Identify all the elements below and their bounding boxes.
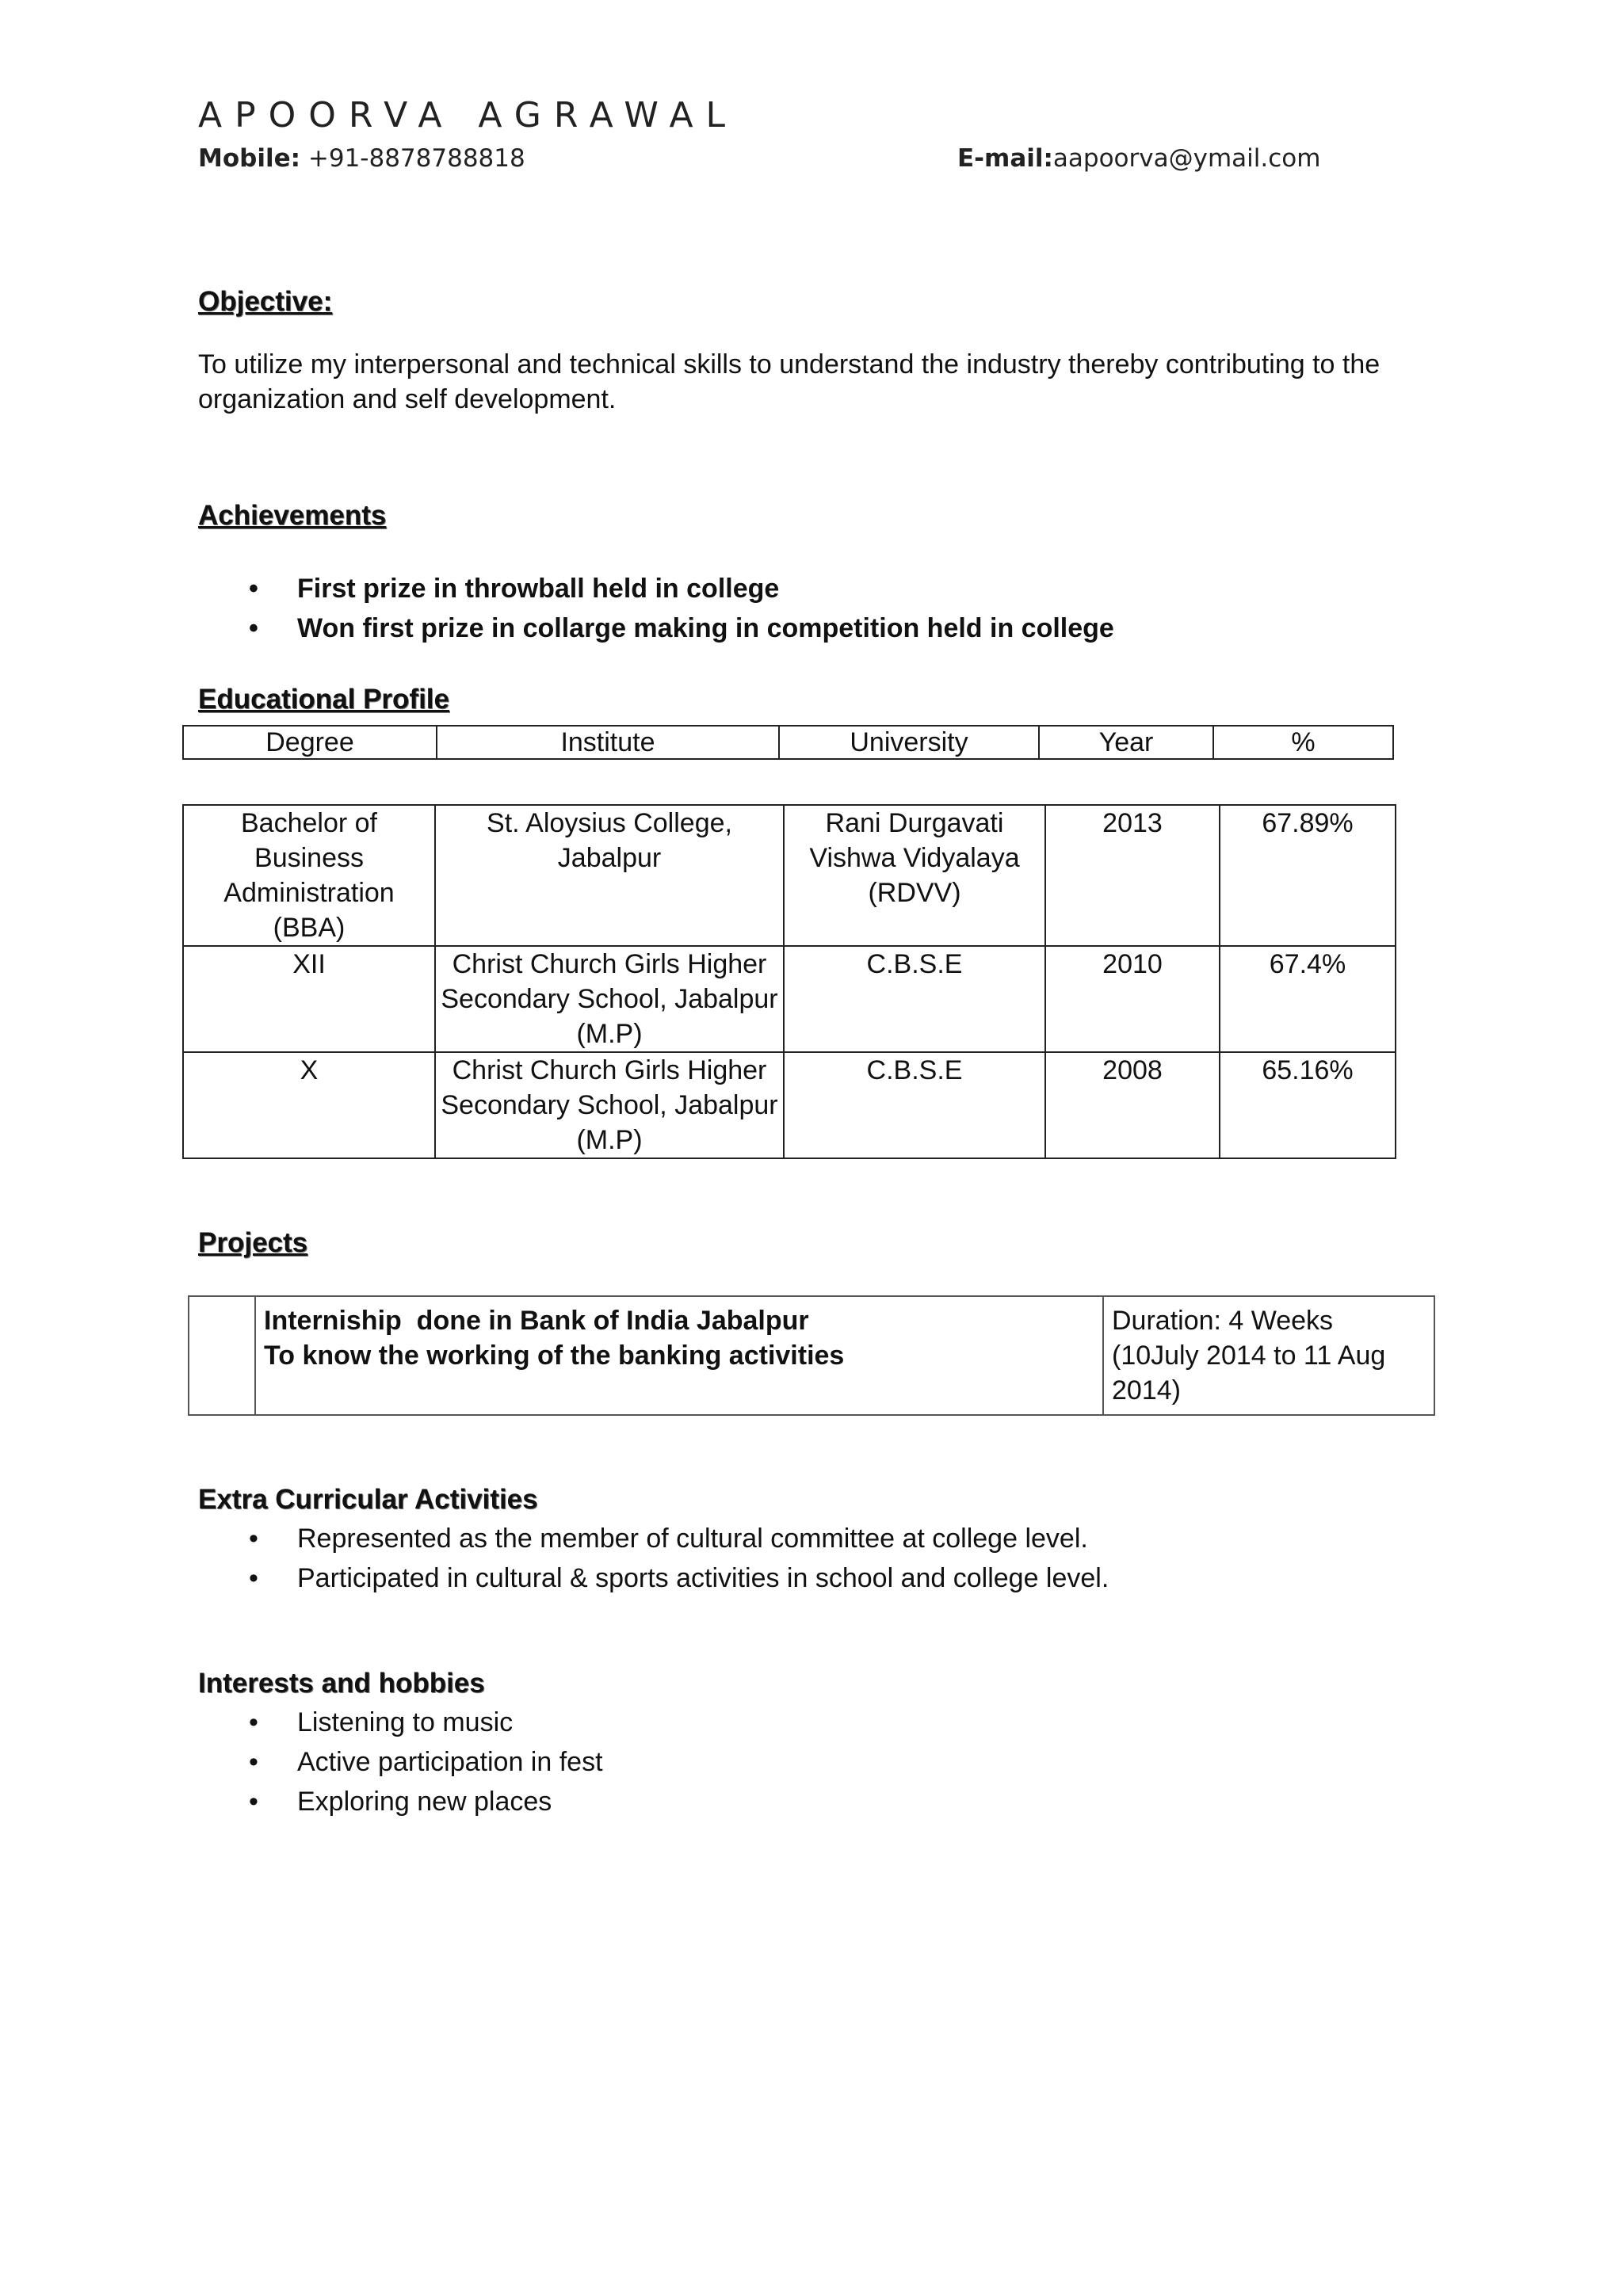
percent-cell: 67.4% (1220, 946, 1396, 1052)
column-header-institute: Institute (437, 726, 779, 759)
education-table (182, 804, 1396, 1159)
project-purpose: To know the working of the banking activities (264, 1341, 845, 1371)
mobile-line (198, 144, 525, 173)
university-cell: C.B.S.E (784, 1052, 1045, 1158)
projects-table (188, 1295, 1435, 1416)
email-value: aapoorva@ymail.com (1052, 144, 1321, 173)
extra-curricular-list (198, 1519, 1109, 1598)
table-row (189, 1296, 1434, 1415)
year-cell: 2008 (1045, 1052, 1220, 1158)
university-cell: Rani Durgavati Vishwa Vidyalaya (RDVV) (784, 805, 1045, 946)
education-heading: Educational Profile (198, 684, 449, 715)
extra-curricular-heading: Extra Curricular Activities (198, 1484, 538, 1515)
list-item: • Active participation in fest (198, 1742, 603, 1782)
column-header-degree: Degree (183, 726, 437, 759)
degree-cell: Bachelor of Business Administration (BBA) (183, 805, 435, 946)
email-label: E-mail: (957, 144, 1053, 173)
degree-cell: XII (183, 946, 435, 1052)
list-item: • First prize in throwball held in college (198, 569, 1114, 608)
objective-heading: Objective: (198, 286, 333, 317)
percent-cell: 65.16% (1220, 1052, 1396, 1158)
mobile-label: Mobile: (198, 144, 301, 173)
institute-cell: Christ Church Girls Higher Secondary School, Jabalpur (M.P) (435, 1052, 784, 1158)
table-header-row (183, 726, 1393, 759)
year-cell: 2010 (1045, 946, 1220, 1052)
project-index-cell (189, 1296, 255, 1415)
project-description-cell (255, 1296, 1103, 1415)
table-row (183, 946, 1396, 1052)
objective-text: To utilize my interpersonal and technical skills to understand the industry thereby contributing to the organization and self development. (198, 349, 1381, 414)
project-duration-cell (1103, 1296, 1434, 1415)
percent-cell: 67.89% (1220, 805, 1396, 946)
mobile-value: +91-8878788818 (307, 144, 525, 173)
project-title: Interniship done in Bank of India Jabalpur (264, 1306, 809, 1336)
column-header-year: Year (1039, 726, 1213, 759)
institute-cell: Christ Church Girls Higher Secondary School, Jabalpur (M.P) (435, 946, 784, 1052)
column-header-percent: % (1213, 726, 1393, 759)
list-item: • Listening to music (198, 1703, 603, 1742)
university-cell: C.B.S.E (784, 946, 1045, 1052)
candidate-name: APOORVA AGRAWAL (198, 95, 739, 135)
column-header-university: University (779, 726, 1039, 759)
list-item: • Participated in cultural & sports activities in school and college level. (198, 1558, 1109, 1598)
table-row (183, 1052, 1396, 1158)
education-header-table (182, 725, 1394, 760)
table-row (183, 805, 1396, 946)
institute-cell: St. Aloysius College, Jabalpur (435, 805, 784, 946)
achievements-heading: Achievements (198, 500, 387, 531)
degree-cell: X (183, 1052, 435, 1158)
projects-heading: Projects (198, 1227, 308, 1258)
interests-list (198, 1703, 603, 1821)
project-dates: (10July 2014 to 11 Aug 2014) (1112, 1341, 1386, 1405)
interests-heading: Interests and hobbies (198, 1668, 485, 1699)
email-line (957, 144, 1320, 173)
list-item: • Exploring new places (198, 1782, 603, 1821)
year-cell: 2013 (1045, 805, 1220, 946)
project-duration: Duration: 4 Weeks (1112, 1306, 1334, 1336)
achievements-list (198, 569, 1114, 648)
list-item: • Represented as the member of cultural committee at college level. (198, 1519, 1109, 1558)
list-item: • Won first prize in collarge making in competition held in college (198, 608, 1114, 648)
